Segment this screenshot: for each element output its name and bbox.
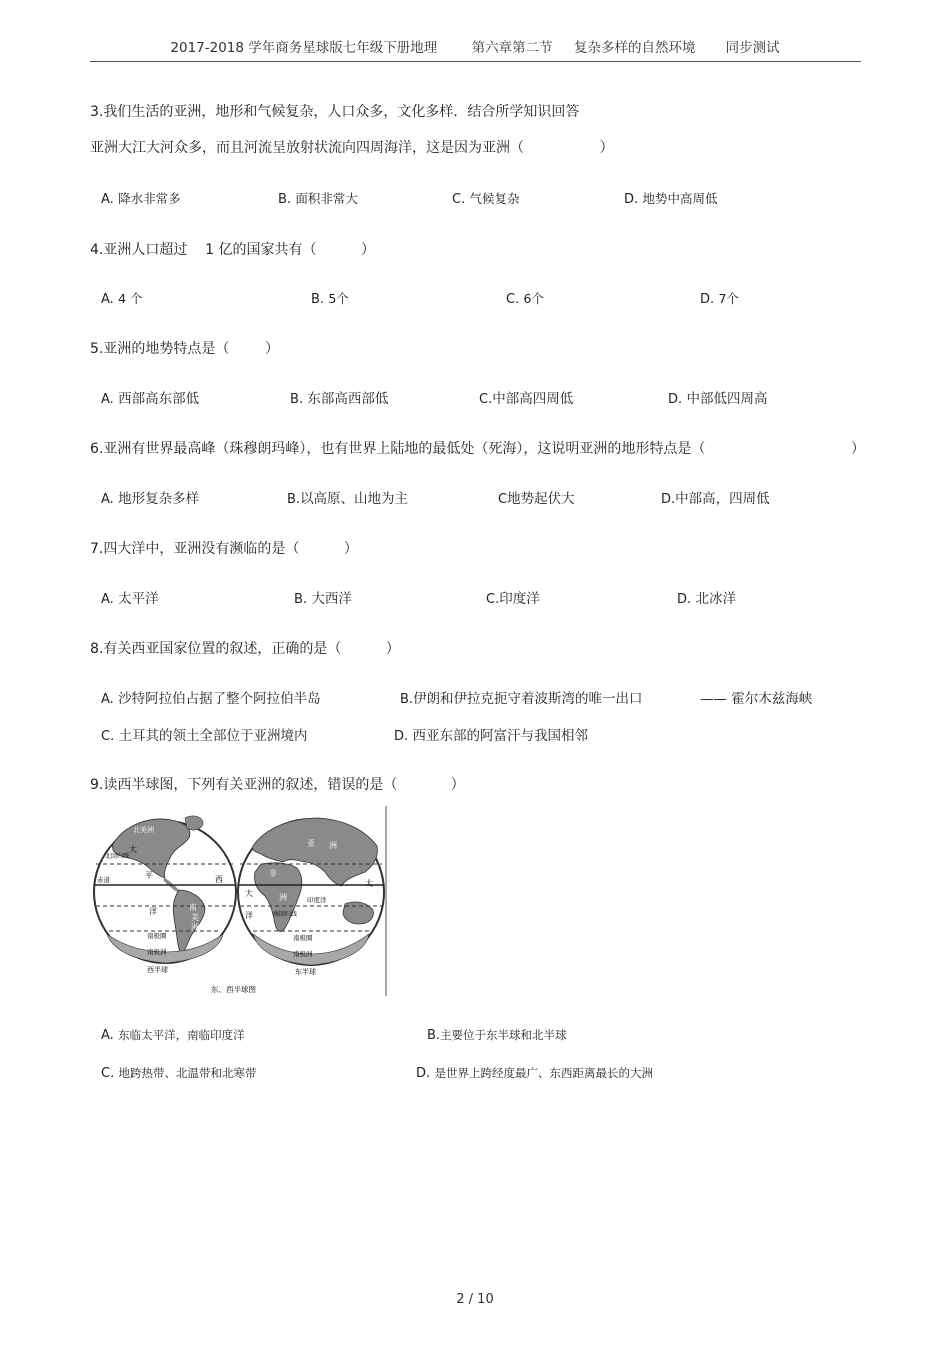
label-da: 大 — [129, 845, 137, 854]
label-tropic-south: 南回归线 — [273, 911, 298, 918]
hemisphere-map — [93, 806, 391, 1000]
q8-option-b: B.伊朗和伊拉克扼守着波斯湾的唯一出口 — [400, 691, 643, 707]
label-nan: 南 — [189, 903, 197, 912]
q4-option-c: C. 6个 — [506, 291, 544, 307]
west-hemisphere-label: 西半球 — [147, 966, 168, 974]
q8-option-b-tail: —— 霍尔木兹海峡 — [700, 691, 813, 707]
question-4-stem: 4.亚洲人口超过 1 亿的国家共有（ ） — [90, 242, 376, 258]
q5-option-a: A. 西部高东部低 — [101, 391, 200, 407]
q5-option-d: D. 中部低四周高 — [668, 391, 768, 407]
q9-option-d: D. 是世界上跨经度最广、东西距离最长的大洲 — [416, 1066, 653, 1081]
page-header: 2017-2018 学年商务星球版七年级下册地理 第六章第二节 复杂多样的自然环境 同步测试 — [170, 40, 780, 56]
label-antarctica-east: 南极洲 — [293, 950, 313, 958]
question-9-stem: 9.读西半球图，下列有关亚洲的叙述，错误的是（ ） — [90, 777, 465, 793]
q3-option-d: D. 地势中高周低 — [624, 191, 718, 207]
western-hemisphere-globe — [94, 816, 236, 963]
label-north-america: 北美洲 — [133, 826, 154, 834]
q3-option-b: B. 面积非常大 — [278, 191, 358, 207]
label-fei: 非 — [269, 869, 277, 878]
q6-option-c: C地势起伏大 — [498, 491, 575, 507]
question-3-stem-line1: 3.我们生活的亚洲，地形和气候复杂，人口众多，文化多样．结合所学知识回答 — [90, 104, 580, 120]
east-hemisphere-label: 东半球 — [295, 968, 316, 976]
label-equator-west: 赤道 — [97, 876, 110, 884]
question-3-stem-line2: 亚洲大江大河众多，而且河流呈放射状流向四周海洋，这是因为亚洲（ ） — [90, 140, 614, 156]
question-8-stem: 8.有关西亚国家位置的叙述，正确的是（ ） — [90, 641, 400, 657]
label-da-east: 大 — [245, 889, 253, 898]
q9-option-b: B.主要位于东半球和北半球 — [427, 1028, 567, 1043]
question-7-stem: 7.四大洋中，亚洲没有濒临的是（ ） — [90, 541, 358, 557]
label-yang-east: 洋 — [245, 911, 253, 920]
question-6-stem-close: ） — [851, 441, 865, 457]
q3-option-a: A. 降水非常多 — [101, 191, 181, 207]
q7-option-d: D. 北冰洋 — [677, 591, 736, 607]
label-tai: 太 — [365, 879, 373, 888]
q5-option-c: C.中部高四周低 — [479, 391, 574, 407]
q8-option-c: C. 土耳其的领土全部位于亚洲境内 — [101, 728, 308, 744]
label-antarctic-circle-east: 南极圈 — [293, 934, 313, 942]
q8-option-a: A. 沙特阿拉伯占据了整个阿拉伯半岛 — [101, 691, 321, 707]
q4-option-b: B. 5个 — [311, 291, 349, 307]
label-antarctica-west: 南极洲 — [147, 948, 167, 956]
q9-option-a: A. 东临太平洋，南临印度洋 — [101, 1028, 245, 1043]
map-caption: 东、西半球图 — [211, 985, 256, 994]
label-antarctic-circle-west: 南极圈 — [147, 932, 167, 940]
q8-option-d: D. 西亚东部的阿富汗与我国相邻 — [394, 728, 588, 744]
question-5-stem: 5.亚洲的地势特点是（ ） — [90, 341, 279, 357]
label-ping: 平 — [145, 871, 153, 880]
question-6-stem: 6.亚洲有世界最高峰（珠穆朗玛峰），也有世界上陆地的最低处（死海），这说明亚洲的地形特点是（ — [90, 441, 706, 457]
label-yang: 洋 — [149, 907, 157, 916]
q4-option-a: A. 4 个 — [101, 291, 143, 307]
label-mei: 美 — [191, 913, 199, 922]
label-ya: 亚 — [307, 839, 315, 848]
label-zhou: 洲 — [191, 923, 199, 932]
q4-option-d: D. 7个 — [700, 291, 739, 307]
label-tropic-north: 北回归线 — [105, 853, 130, 860]
q3-option-c: C. 气候复杂 — [452, 191, 520, 207]
label-xi: 西 — [215, 875, 223, 884]
label-zhou-africa: 洲 — [279, 893, 287, 902]
label-zhou-asia: 洲 — [329, 841, 337, 850]
label-indian-ocean: 印度洋 — [307, 896, 327, 904]
page-number: 2 / 10 — [456, 1292, 494, 1307]
q9-option-c: C. 地跨热带、北温带和北寒带 — [101, 1066, 257, 1081]
q6-option-a: A. 地形复杂多样 — [101, 491, 200, 507]
header-divider — [90, 61, 861, 62]
q7-option-b: B. 大西洋 — [294, 591, 352, 607]
q6-option-b: B.以高原、山地为主 — [287, 491, 409, 507]
q7-option-a: A. 太平洋 — [101, 591, 159, 607]
q7-option-c: C.印度洋 — [486, 591, 540, 607]
q5-option-b: B. 东部高西部低 — [290, 391, 389, 407]
eastern-hemisphere-globe — [238, 818, 384, 965]
q6-option-d: D.中部高，四周低 — [661, 491, 770, 507]
